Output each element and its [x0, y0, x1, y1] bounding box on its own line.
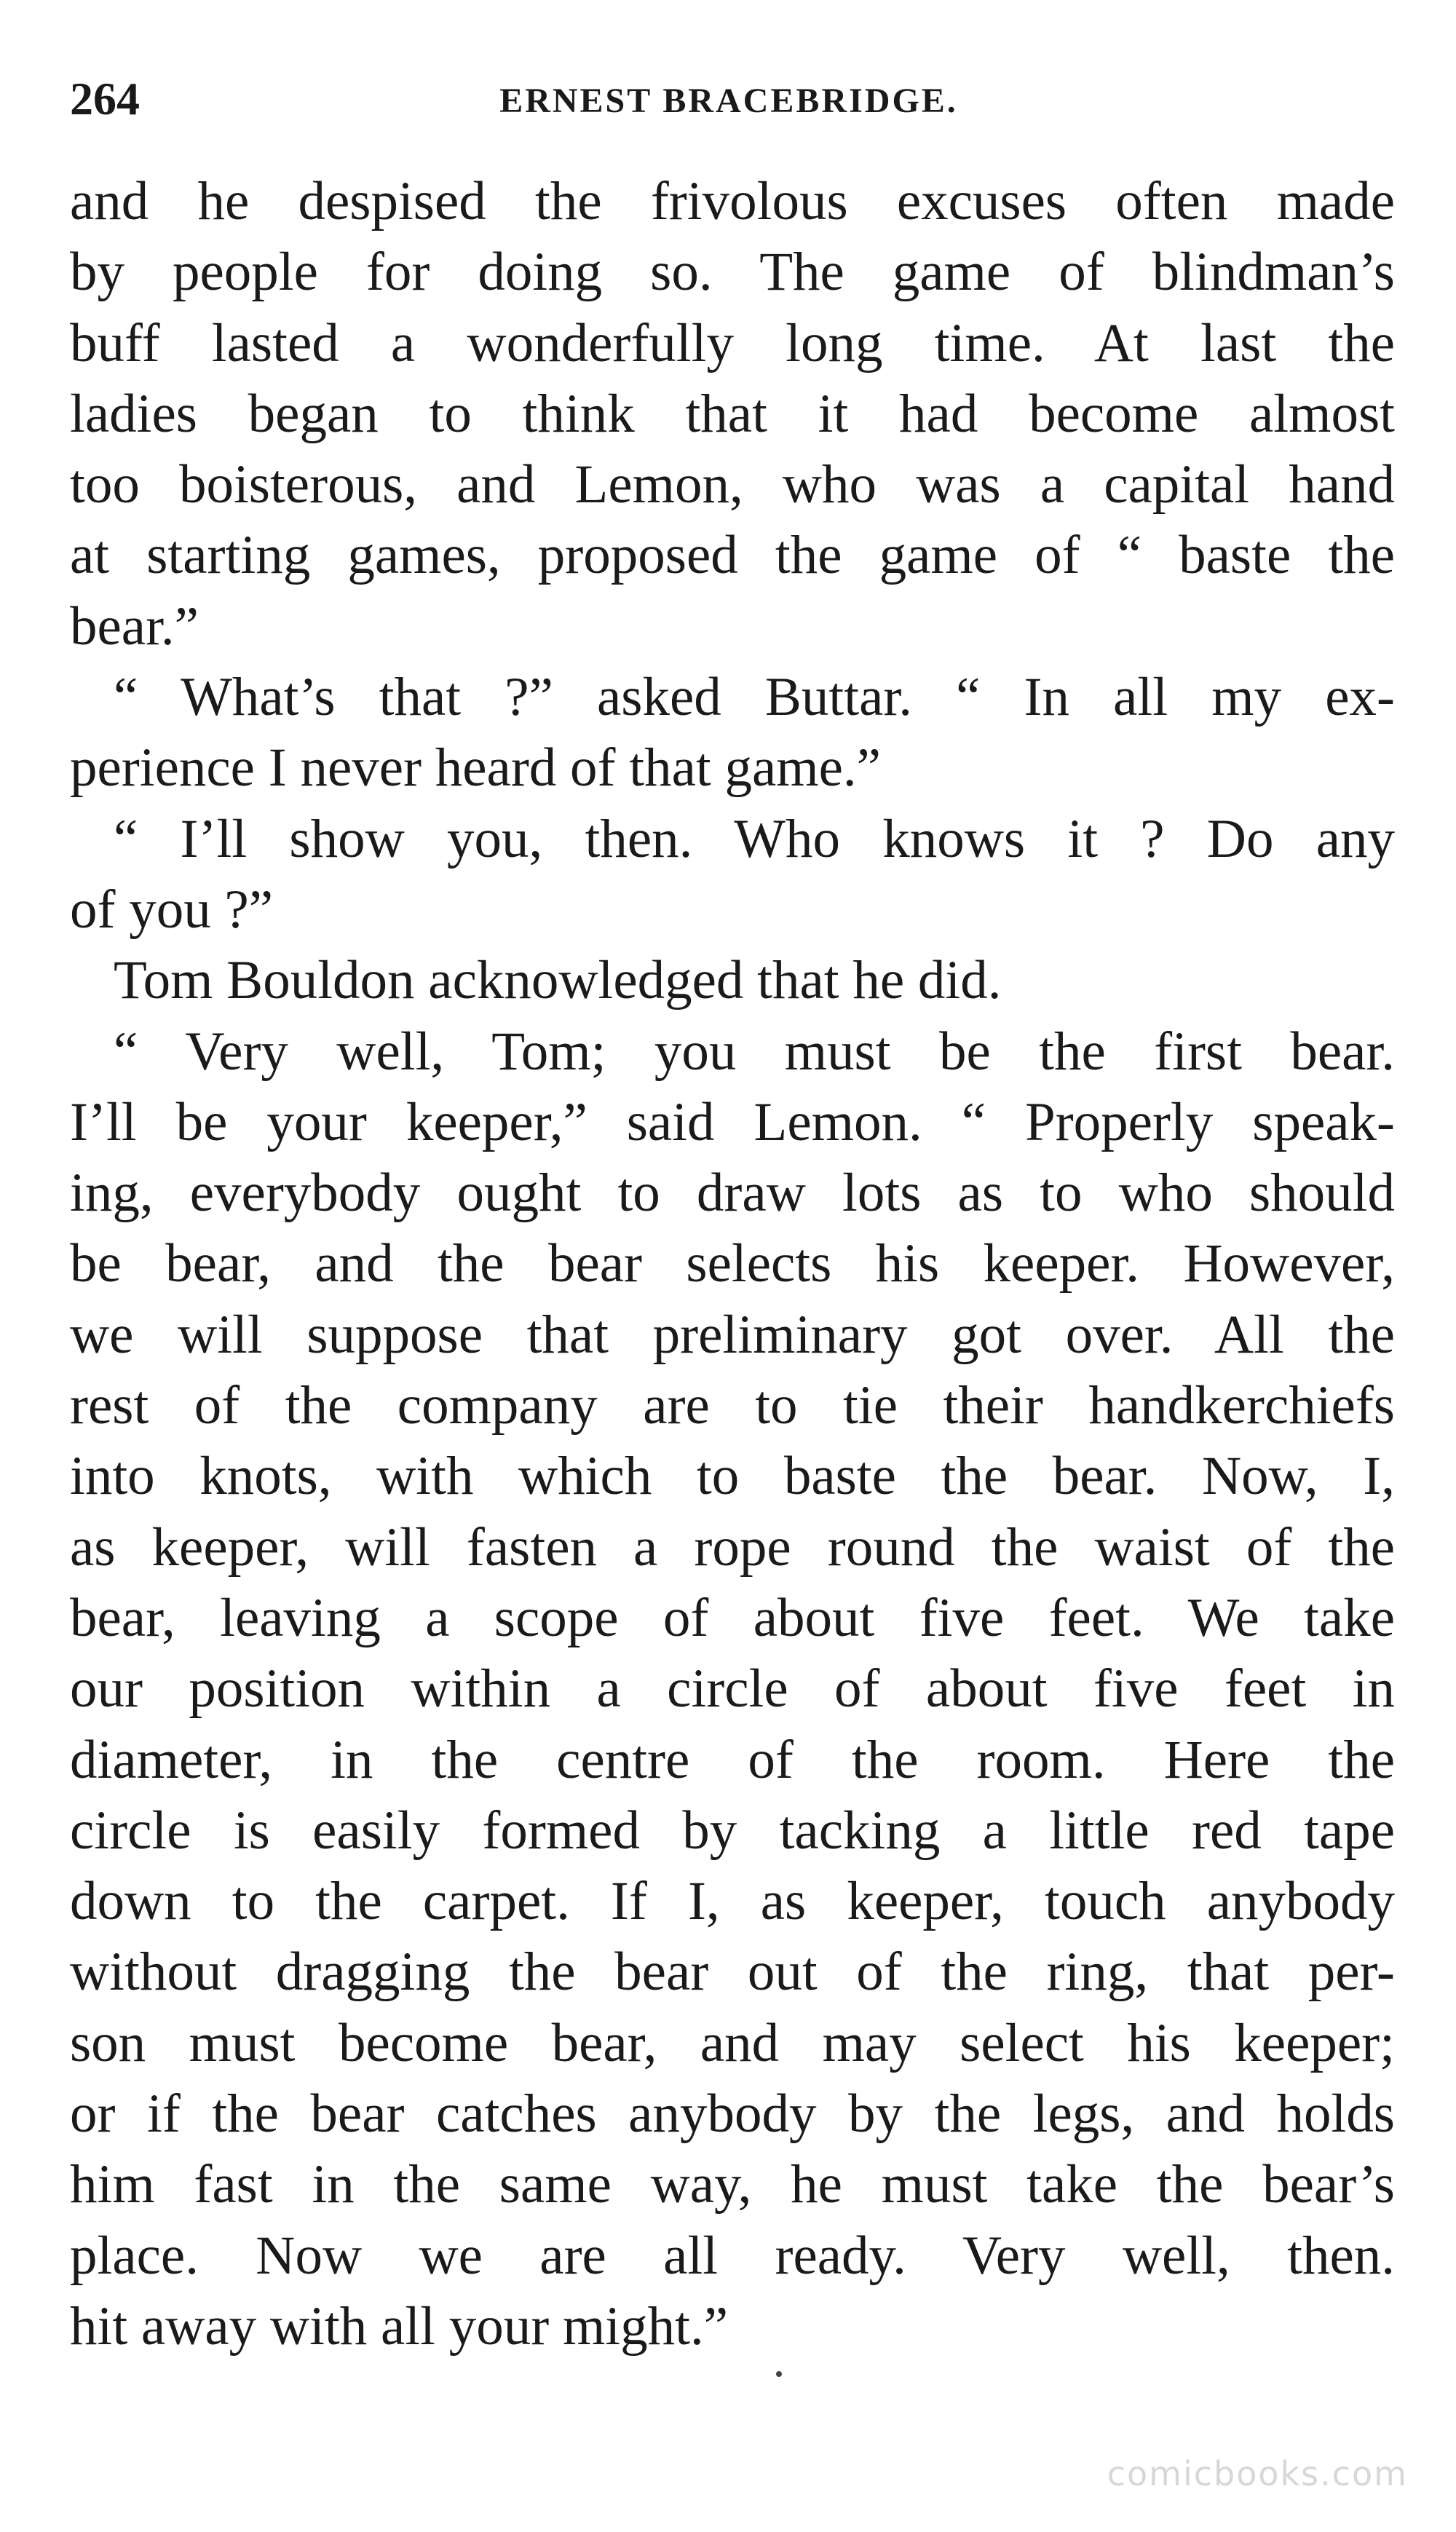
running-title: ERNEST BRACEBRIDGE. [499, 82, 958, 120]
text-line: our position within a circle of about five feet in [70, 1658, 1395, 1720]
running-head [70, 70, 1388, 128]
text-line: bear, leaving a scope of about five feet. We take [70, 1587, 1395, 1648]
body-text [70, 166, 1395, 2362]
text-line: we will suppose that preliminary got over. All the [70, 1304, 1395, 1365]
text-line: too boisterous, and Lemon, who was a capital hand [70, 454, 1395, 515]
text-line: at starting games, proposed the game of “ baste the [70, 525, 1395, 586]
text-line: ladies began to think that it had become almost [70, 383, 1395, 444]
text-line: into knots, with which to baste the bear. Now, I, [70, 1446, 1395, 1507]
text-line: and he despised the frivolous excuses often made [70, 171, 1395, 232]
text-line: be bear, and the bear selects his keeper. However, [70, 1233, 1395, 1294]
text-line: Tom Bouldon acknowledged that he did. [114, 950, 1002, 1011]
text-line: hit away with all your might.” [70, 2295, 728, 2357]
text-line: circle is easily formed by tacking a little red tape [70, 1800, 1395, 1861]
text-line: “ What’s that ?” asked Buttar. “ In all my ex- [114, 667, 1395, 728]
text-line: “ Very well, Tom; you must be the first bear. [114, 1021, 1395, 1082]
text-line: without dragging the bear out of the ring, that per- [70, 1942, 1395, 2003]
ink-speck [776, 2371, 782, 2377]
watermark: comicbooks.com [1107, 2454, 1408, 2493]
page-number: 264 [70, 73, 140, 124]
text-line: I’ll be your keeper,” said Lemon. “ Properly speak- [70, 1091, 1395, 1152]
text-line: perience I never heard of that game.” [70, 737, 881, 799]
text-line: diameter, in the centre of the room. Here the [70, 1729, 1395, 1790]
text-line: by people for doing so. The game of blindman’s [70, 242, 1395, 303]
text-line: son must become bear, and may select his keeper; [70, 2012, 1395, 2073]
text-line: place. Now we are all ready. Very well, then. [70, 2225, 1395, 2286]
text-line: or if the bear catches anybody by the legs, and holds [70, 2084, 1395, 2145]
text-line: rest of the company are to tie their handkerchiefs [70, 1375, 1395, 1436]
text-line: of you ?” [70, 879, 274, 940]
text-line: ing, everybody ought to draw lots as to who should [70, 1163, 1395, 1224]
text-line: down to the carpet. If I, as keeper, touch anybody [70, 1871, 1395, 1932]
text-line: him fast in the same way, he must take the bear’s [70, 2154, 1395, 2215]
text-line: as keeper, will fasten a rope round the waist of the [70, 1516, 1395, 1578]
text-line: “ I’ll show you, then. Who knows it ? Do any [114, 808, 1395, 869]
text-line: buff lasted a wonderfully long time. At last the [70, 312, 1395, 373]
text-line: bear.” [70, 596, 199, 657]
